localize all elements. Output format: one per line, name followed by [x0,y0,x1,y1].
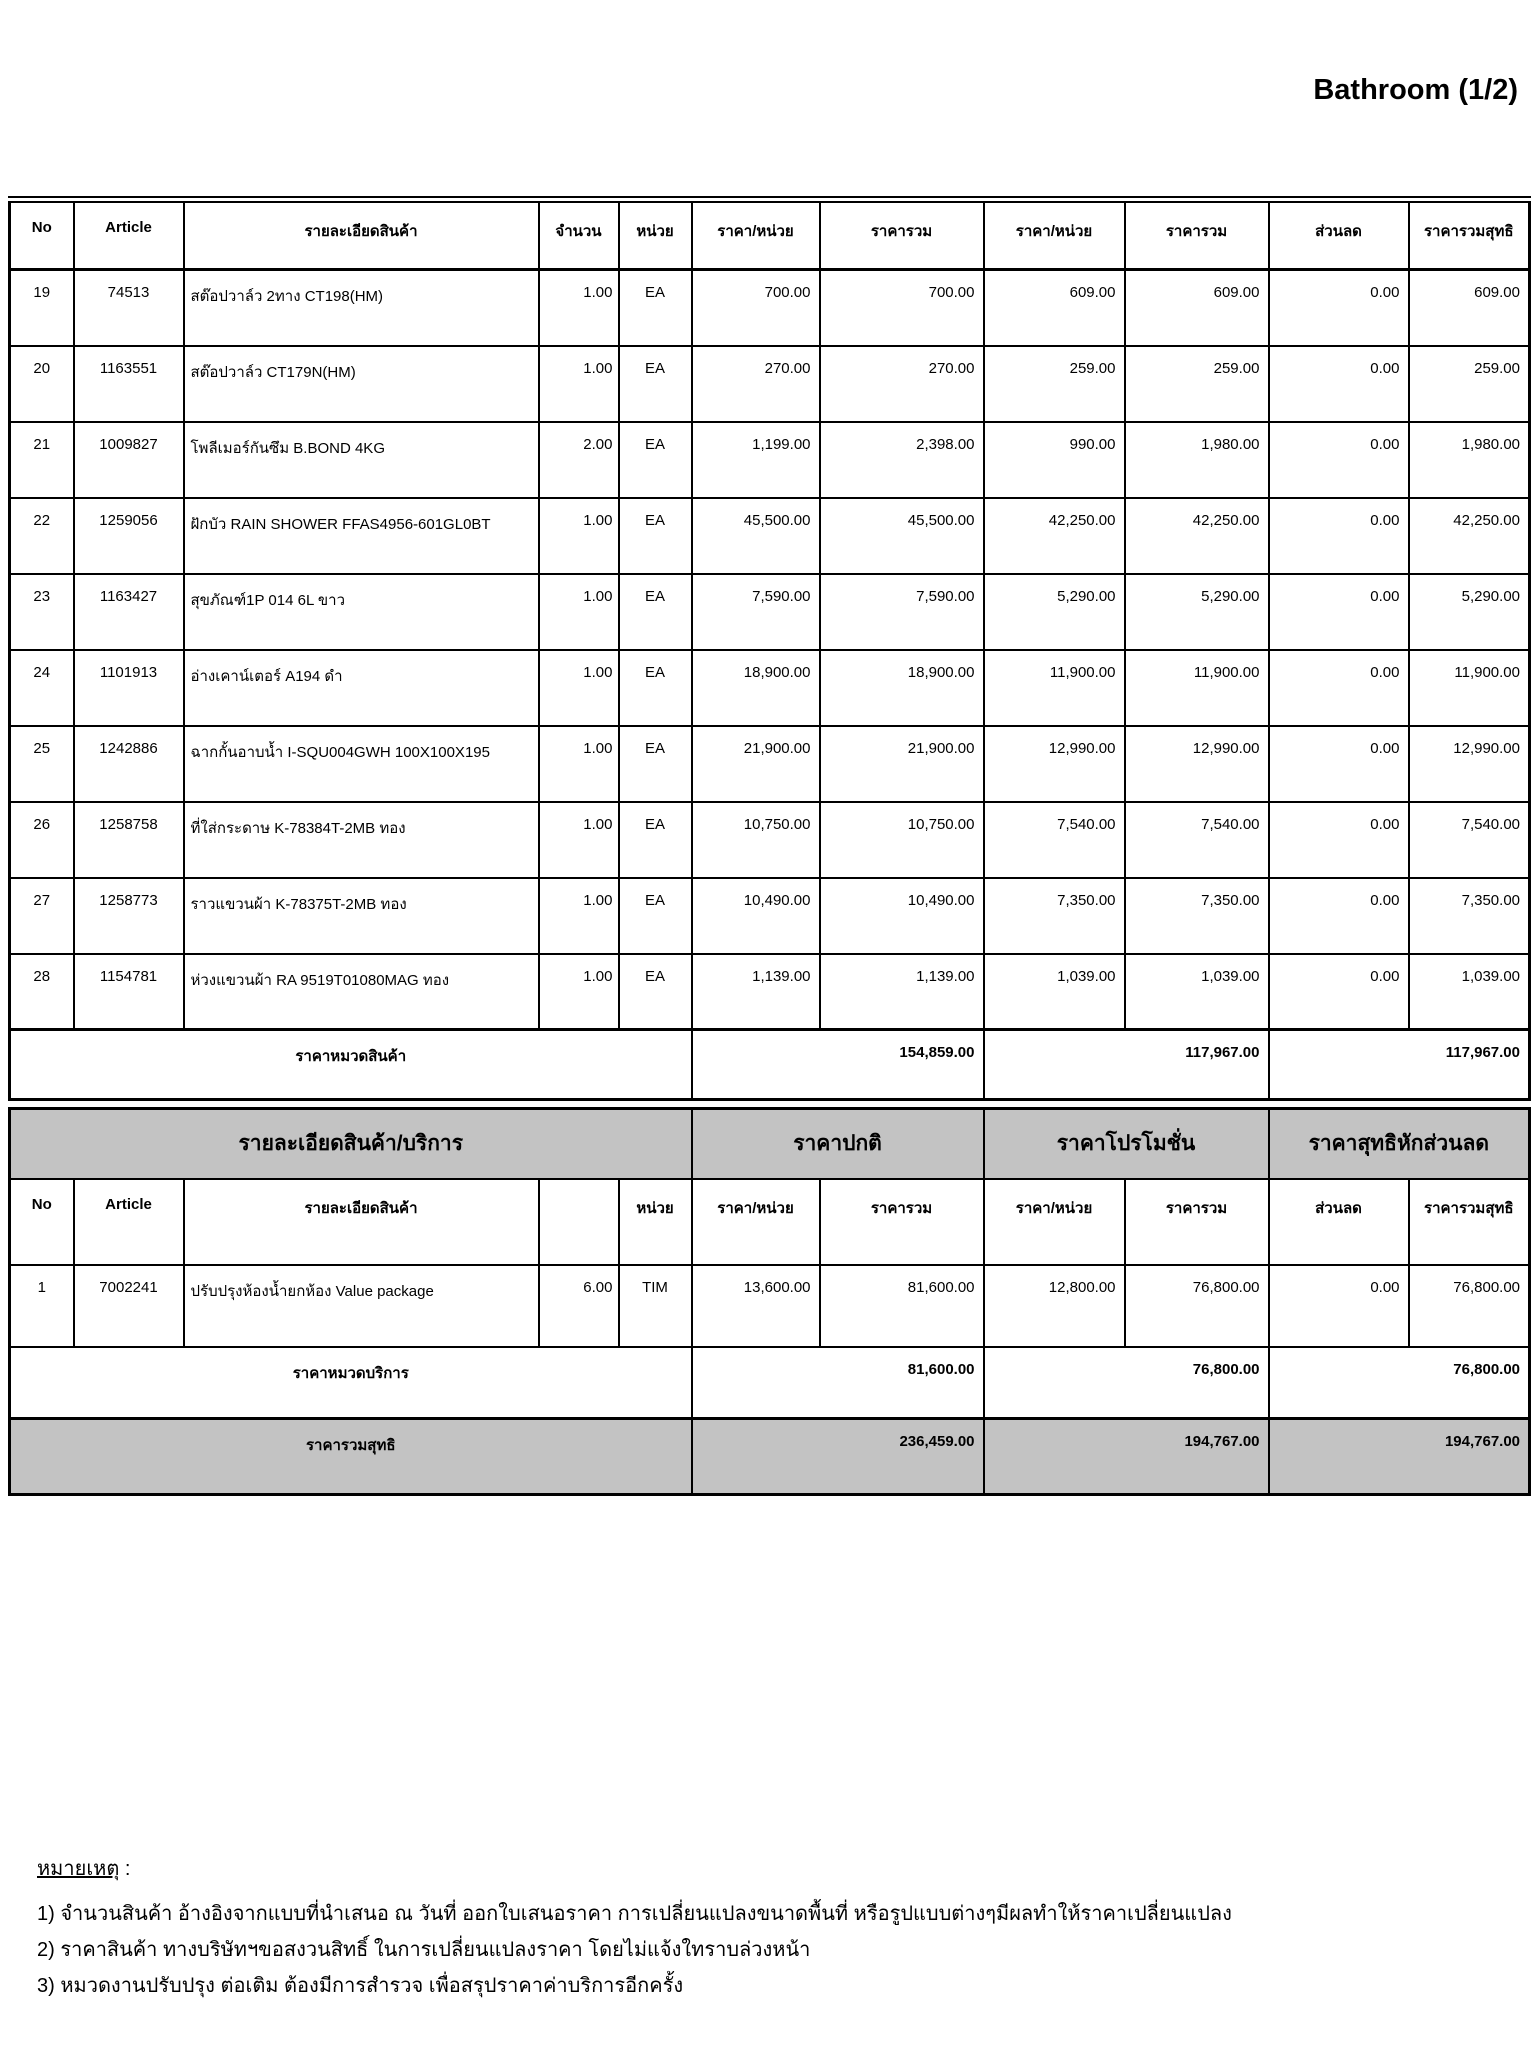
cell-discount: 0.00 [1269,954,1409,1030]
cell-total: 21,900.00 [820,726,984,802]
cell-qty: 1.00 [539,878,619,954]
cell-promo-unit-price: 7,350.00 [984,878,1125,954]
products-summary-promo-total: 117,967.00 [984,1030,1269,1100]
cell-qty: 1.00 [539,954,619,1030]
section-details-label: รายละเอียดสินค้า/บริการ [10,1109,692,1179]
cell-no: 19 [10,270,74,346]
cell-promo-total: 42,250.00 [1125,498,1269,574]
cell-total: 2,398.00 [820,422,984,498]
products-summary-net-total: 117,967.00 [1269,1030,1530,1100]
cell-net-total: 5,290.00 [1409,574,1530,650]
header-discount: ส่วนลด [1269,1179,1409,1265]
cell-article: 74513 [74,270,184,346]
table-row [10,574,1530,650]
cell-unit: EA [619,878,692,954]
header-promo-unit-price: ราคา/หน่วย [984,200,1125,270]
cell-unit: EA [619,954,692,1030]
cell-total: 45,500.00 [820,498,984,574]
services-table [8,1107,1531,1496]
cell-article: 1259056 [74,498,184,574]
cell-description: ปรับปรุงห้องน้ำยกห้อง Value package [184,1265,539,1347]
cell-qty: 1.00 [539,574,619,650]
table-row [10,346,1530,422]
cell-promo-unit-price: 12,990.00 [984,726,1125,802]
cell-total: 81,600.00 [820,1265,984,1347]
table-row [10,802,1530,878]
cell-discount: 0.00 [1269,498,1409,574]
cell-promo-total: 76,800.00 [1125,1265,1269,1347]
cell-promo-unit-price: 609.00 [984,270,1125,346]
cell-discount: 0.00 [1269,422,1409,498]
header-net-total: ราคารวมสุทธิ [1409,1179,1530,1265]
header-total: ราคารวม [820,200,984,270]
header-unit-price: ราคา/หน่วย [692,200,820,270]
cell-no: 26 [10,802,74,878]
cell-promo-total: 609.00 [1125,270,1269,346]
services-summary-row [10,1347,1530,1419]
cell-total: 270.00 [820,346,984,422]
cell-no: 27 [10,878,74,954]
cell-description: สต๊อปวาล์ว 2ทาง CT198(HM) [184,270,539,346]
header-promo-total: ราคารวม [1125,1179,1269,1265]
cell-qty: 1.00 [539,726,619,802]
products-summary-label: ราคาหมวดสินค้า [10,1030,692,1100]
cell-promo-total: 12,990.00 [1125,726,1269,802]
header-quantity-blank [539,1179,619,1265]
cell-promo-unit-price: 259.00 [984,346,1125,422]
header-no: No [10,200,74,270]
table-row [10,726,1530,802]
cell-unit-price: 13,600.00 [692,1265,820,1347]
grand-total-label: ราคารวมสุทธิ [10,1419,692,1495]
cell-net-total: 7,540.00 [1409,802,1530,878]
cell-net-total: 7,350.00 [1409,878,1530,954]
cell-total: 18,900.00 [820,650,984,726]
cell-promo-unit-price: 7,540.00 [984,802,1125,878]
cell-unit-price: 7,590.00 [692,574,820,650]
cell-unit: EA [619,726,692,802]
cell-net-total: 42,250.00 [1409,498,1530,574]
cell-total: 1,139.00 [820,954,984,1030]
section-promo-price-label: ราคาโปรโมชั่น [984,1109,1269,1179]
cell-discount: 0.00 [1269,574,1409,650]
notes-title-label: หมายเหตุ [37,1858,120,1880]
cell-description: ฉากกั้นอาบน้ำ I-SQU004GWH 100X100X195 [184,726,539,802]
products-header-row [10,200,1530,270]
cell-promo-unit-price: 990.00 [984,422,1125,498]
cell-total: 10,490.00 [820,878,984,954]
cell-promo-unit-price: 11,900.00 [984,650,1125,726]
header-promo-unit-price: ราคา/หน่วย [984,1179,1125,1265]
cell-no: 22 [10,498,74,574]
cell-promo-total: 259.00 [1125,346,1269,422]
cell-discount: 0.00 [1269,1265,1409,1347]
header-article: Article [74,200,184,270]
cell-total: 10,750.00 [820,802,984,878]
header-description: รายละเอียดสินค้า [184,1179,539,1265]
cell-unit-price: 10,490.00 [692,878,820,954]
cell-description: สุขภัณฑ์1P 014 6L ขาว [184,574,539,650]
cell-unit-price: 21,900.00 [692,726,820,802]
cell-qty: 6.00 [539,1265,619,1347]
cell-article: 7002241 [74,1265,184,1347]
cell-unit: EA [619,650,692,726]
header-description: รายละเอียดสินค้า [184,200,539,270]
header-unit: หน่วย [619,200,692,270]
cell-description: ราวแขวนผ้า K-78375T-2MB ทอง [184,878,539,954]
cell-article: 1009827 [74,422,184,498]
cell-promo-total: 7,540.00 [1125,802,1269,878]
cell-unit: EA [619,498,692,574]
cell-discount: 0.00 [1269,878,1409,954]
cell-unit-price: 270.00 [692,346,820,422]
cell-promo-unit-price: 5,290.00 [984,574,1125,650]
note-line: 3) หมวดงานปรับปรุง ต่อเติม ต้องมีการสำรวจ เพื่อสรุปราคาค่าบริการอีกครั้ง [37,1975,684,1997]
cell-article: 1242886 [74,726,184,802]
cell-net-total: 11,900.00 [1409,650,1530,726]
cell-unit-price: 700.00 [692,270,820,346]
notes-title [37,1852,1487,1884]
cell-unit-price: 18,900.00 [692,650,820,726]
cell-no: 20 [10,346,74,422]
products-summary-normal-total: 154,859.00 [692,1030,984,1100]
grand-total-promo: 194,767.00 [984,1419,1269,1495]
cell-unit: EA [619,346,692,422]
cell-qty: 1.00 [539,650,619,726]
cell-net-total: 12,990.00 [1409,726,1530,802]
cell-no: 1 [10,1265,74,1347]
header-quantity: จำนวน [539,200,619,270]
cell-promo-total: 7,350.00 [1125,878,1269,954]
cell-description: ห่วงแขวนผ้า RA 9519T01080MAG ทอง [184,954,539,1030]
header-article: Article [74,1179,184,1265]
cell-net-total: 76,800.00 [1409,1265,1530,1347]
table-row [10,1265,1530,1347]
services-summary-label: ราคาหมวดบริการ [10,1347,692,1419]
cell-description: อ่างเคาน์เตอร์ A194 ดำ [184,650,539,726]
cell-unit: EA [619,802,692,878]
cell-article: 1163551 [74,346,184,422]
cell-article: 1258758 [74,802,184,878]
cell-net-total: 1,980.00 [1409,422,1530,498]
services-summary-promo-total: 76,800.00 [984,1347,1269,1419]
products-summary-row [10,1030,1530,1100]
cell-net-total: 609.00 [1409,270,1530,346]
header-net-total: ราคารวมสุทธิ [1409,200,1530,270]
cell-discount: 0.00 [1269,726,1409,802]
grand-total-net: 194,767.00 [1269,1419,1530,1495]
cell-qty: 2.00 [539,422,619,498]
section-net-price-label: ราคาสุทธิหักส่วนลด [1269,1109,1530,1179]
tables-area [8,196,1528,1496]
cell-unit: TIM [619,1265,692,1347]
cell-description: ฝักบัว RAIN SHOWER FFAS4956-601GL0BT [184,498,539,574]
table-row [10,954,1530,1030]
cell-unit-price: 45,500.00 [692,498,820,574]
cell-promo-total: 11,900.00 [1125,650,1269,726]
cell-unit-price: 10,750.00 [692,802,820,878]
cell-unit: EA [619,422,692,498]
cell-no: 28 [10,954,74,1030]
cell-unit: EA [619,270,692,346]
cell-no: 23 [10,574,74,650]
table-row [10,650,1530,726]
notes-title-colon: : [119,1858,131,1880]
products-table [8,196,1531,1101]
section-normal-price-label: ราคาปกติ [692,1109,984,1179]
cell-discount: 0.00 [1269,802,1409,878]
cell-promo-unit-price: 12,800.00 [984,1265,1125,1347]
cell-description: สต๊อปวาล์ว CT179N(HM) [184,346,539,422]
cell-promo-total: 1,980.00 [1125,422,1269,498]
cell-discount: 0.00 [1269,650,1409,726]
page-title: Bathroom (1/2) [1313,74,1518,106]
cell-discount: 0.00 [1269,346,1409,422]
header-promo-total: ราคารวม [1125,200,1269,270]
cell-net-total: 1,039.00 [1409,954,1530,1030]
cell-unit-price: 1,199.00 [692,422,820,498]
note-line: 1) จำนวนสินค้า อ้างอิงจากแบบที่นำเสนอ ณ วันที่ ออกใบเสนอราคา การเปลี่ยนแปลงขนาดพื้นที่ หรือรูปแบบต่างๆมีผลทำให้ราคาเปลี่ยนแปลง [37,1903,1232,1925]
table-row [10,878,1530,954]
cell-promo-unit-price: 1,039.00 [984,954,1125,1030]
grand-total-normal: 236,459.00 [692,1419,984,1495]
cell-no: 25 [10,726,74,802]
cell-article: 1154781 [74,954,184,1030]
cell-promo-total: 5,290.00 [1125,574,1269,650]
cell-unit: EA [619,574,692,650]
cell-total: 700.00 [820,270,984,346]
header-no: No [10,1179,74,1265]
cell-qty: 1.00 [539,346,619,422]
services-section-row [10,1109,1530,1179]
cell-article: 1163427 [74,574,184,650]
cell-qty: 1.00 [539,498,619,574]
cell-no: 21 [10,422,74,498]
services-summary-normal-total: 81,600.00 [692,1347,984,1419]
cell-qty: 1.00 [539,802,619,878]
header-total: ราคารวม [820,1179,984,1265]
cell-article: 1101913 [74,650,184,726]
cell-article: 1258773 [74,878,184,954]
cell-no: 24 [10,650,74,726]
header-discount: ส่วนลด [1269,200,1409,270]
cell-qty: 1.00 [539,270,619,346]
notes-section [37,1852,1487,2004]
header-unit: หน่วย [619,1179,692,1265]
cell-unit-price: 1,139.00 [692,954,820,1030]
note-line: 2) ราคาสินค้า ทางบริษัทฯขอสงวนสิทธิ์ ในการเปลี่ยนแปลงราคา โดยไม่แจ้งใทราบล่วงหน้า [37,1939,811,1961]
cell-total: 7,590.00 [820,574,984,650]
header-unit-price: ราคา/หน่วย [692,1179,820,1265]
services-summary-net-total: 76,800.00 [1269,1347,1530,1419]
cell-net-total: 259.00 [1409,346,1530,422]
grand-total-row [10,1419,1530,1495]
services-header-row [10,1179,1530,1265]
cell-discount: 0.00 [1269,270,1409,346]
table-row [10,422,1530,498]
cell-description: ที่ใส่กระดาษ K-78384T-2MB ทอง [184,802,539,878]
cell-description: โพลีเมอร์กันซึม B.BOND 4KG [184,422,539,498]
table-row [10,270,1530,346]
table-row [10,498,1530,574]
cell-promo-unit-price: 42,250.00 [984,498,1125,574]
cell-promo-total: 1,039.00 [1125,954,1269,1030]
